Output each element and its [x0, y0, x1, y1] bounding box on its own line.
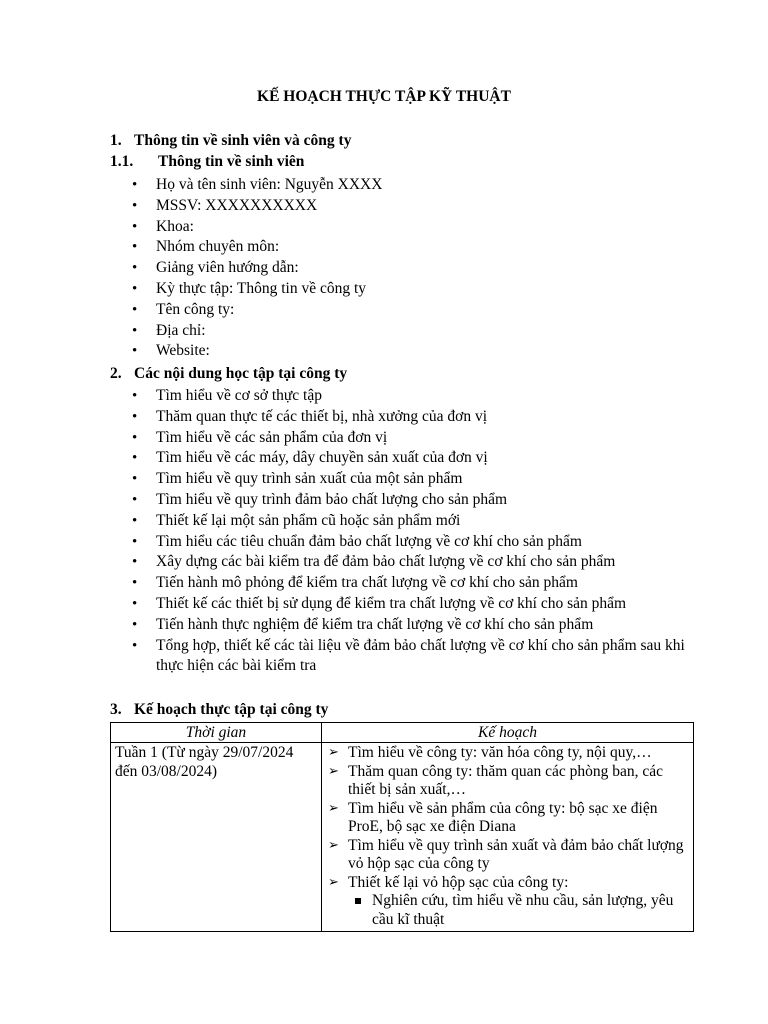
section-1-1-heading [110, 153, 304, 171]
list-item: • MSSV: XXXXXXXXXX [132, 196, 702, 217]
plan-item: ➢ Tìm hiểu về công ty: văn hóa công ty, nội quy,… [326, 744, 689, 763]
list-item: • Tổng hợp, thiết kế các tài liệu về đảm bảo chất lượng về cơ khí cho sản phẩm sau khi thực hiện các bài kiểm tra [132, 636, 702, 678]
list-item: • Tìm hiểu các tiêu chuẩn đảm bảo chất lượng về cơ khí cho sản phẩm [132, 532, 702, 553]
list-item: • Thăm quan thực tế các thiết bị, nhà xưởng của đơn vị [132, 407, 702, 428]
section-2-heading [110, 365, 347, 383]
section-1-heading [110, 132, 351, 150]
learning-content-list [132, 386, 702, 677]
list-item: • Tìm hiểu về quy trình đảm bảo chất lượng cho sản phẩm [132, 490, 702, 511]
section-3-heading [110, 701, 328, 719]
column-header-plan: Kế hoạch [322, 723, 694, 743]
plan-cell [322, 743, 694, 932]
list-item: • Website: [132, 341, 702, 362]
list-item: • Địa chỉ: [132, 321, 702, 342]
list-item: • Tìm hiểu về các sản phẩm của đơn vị [132, 428, 702, 449]
list-item: • Tiến hành thực nghiệm để kiểm tra chất lượng về cơ khí cho sản phẩm [132, 615, 702, 636]
section-title: Các nội dung học tập tại công ty [134, 365, 348, 382]
list-item: • Tìm hiểu về quy trình sản xuất của một sản phẩm [132, 469, 702, 490]
plan-item [326, 874, 689, 930]
sub-plan-list [348, 892, 689, 929]
list-item: • Tìm hiểu về cơ sở thực tập [132, 386, 702, 407]
list-item: • Thiết kế lại một sản phẩm cũ hoặc sản phẩm mới [132, 511, 702, 532]
list-item: • Xây dựng các bài kiểm tra để đảm bảo chất lượng về cơ khí cho sản phẩm [132, 552, 702, 573]
subsection-number: 1.1. [110, 153, 134, 170]
student-info-list [132, 175, 702, 362]
plan-item: ➢ Tìm hiểu về sản phẩm của công ty: bộ sạc xe điện ProE, bộ sạc xe điện Diana [326, 800, 689, 837]
plan-list [326, 744, 689, 929]
column-header-time: Thời gian [111, 723, 322, 743]
list-item: • Khoa: [132, 217, 702, 238]
week-cell: Tuần 1 (Từ ngày 29/07/2024 đến 03/08/2024) [111, 743, 322, 932]
internship-plan-table [110, 722, 694, 932]
section-number: 1. [110, 132, 122, 149]
plan-item: ➢ Thăm quan công ty: thăm quan các phòng ban, các thiết bị sản xuất,… [326, 763, 689, 800]
list-item: • Thiết kế các thiết bị sử dụng để kiểm tra chất lượng về cơ khí cho sản phẩm [132, 594, 702, 615]
plan-item: ➢ Tìm hiểu về quy trình sản xuất và đảm bảo chất lượng vỏ hộp sạc của công ty [326, 837, 689, 874]
section-title: Kế hoạch thực tập tại công ty [134, 701, 329, 718]
list-item: • Tiến hành mô phỏng để kiểm tra chất lượng về cơ khí cho sản phẩm [132, 573, 702, 594]
section-number: 3. [110, 701, 122, 718]
section-title: Thông tin về sinh viên và công ty [134, 132, 352, 149]
list-item: • Tên công ty: [132, 300, 702, 321]
list-item: • Họ và tên sinh viên: Nguyễn XXXX [132, 175, 702, 196]
document-title: KẾ HOẠCH THỰC TẬP KỸ THUẬT [257, 88, 511, 105]
sub-plan-item: Nghiên cứu, tìm hiểu về nhu cầu, sản lượng, yêu cầu kĩ thuật [348, 892, 689, 929]
subsection-title: Thông tin về sinh viên [158, 153, 305, 170]
section-number: 2. [110, 365, 122, 382]
list-item: • Nhóm chuyên môn: [132, 237, 702, 258]
list-item: • Tìm hiểu về các máy, dây chuyền sản xuất của đơn vị [132, 448, 702, 469]
table-row [111, 743, 694, 932]
plan-item-text: Thiết kế lại vỏ hộp sạc của công ty: [348, 873, 569, 891]
list-item: • Giảng viên hướng dẫn: [132, 258, 702, 279]
table-header-row [111, 723, 694, 743]
list-item: • Kỳ thực tập: Thông tin về công ty [132, 279, 702, 300]
